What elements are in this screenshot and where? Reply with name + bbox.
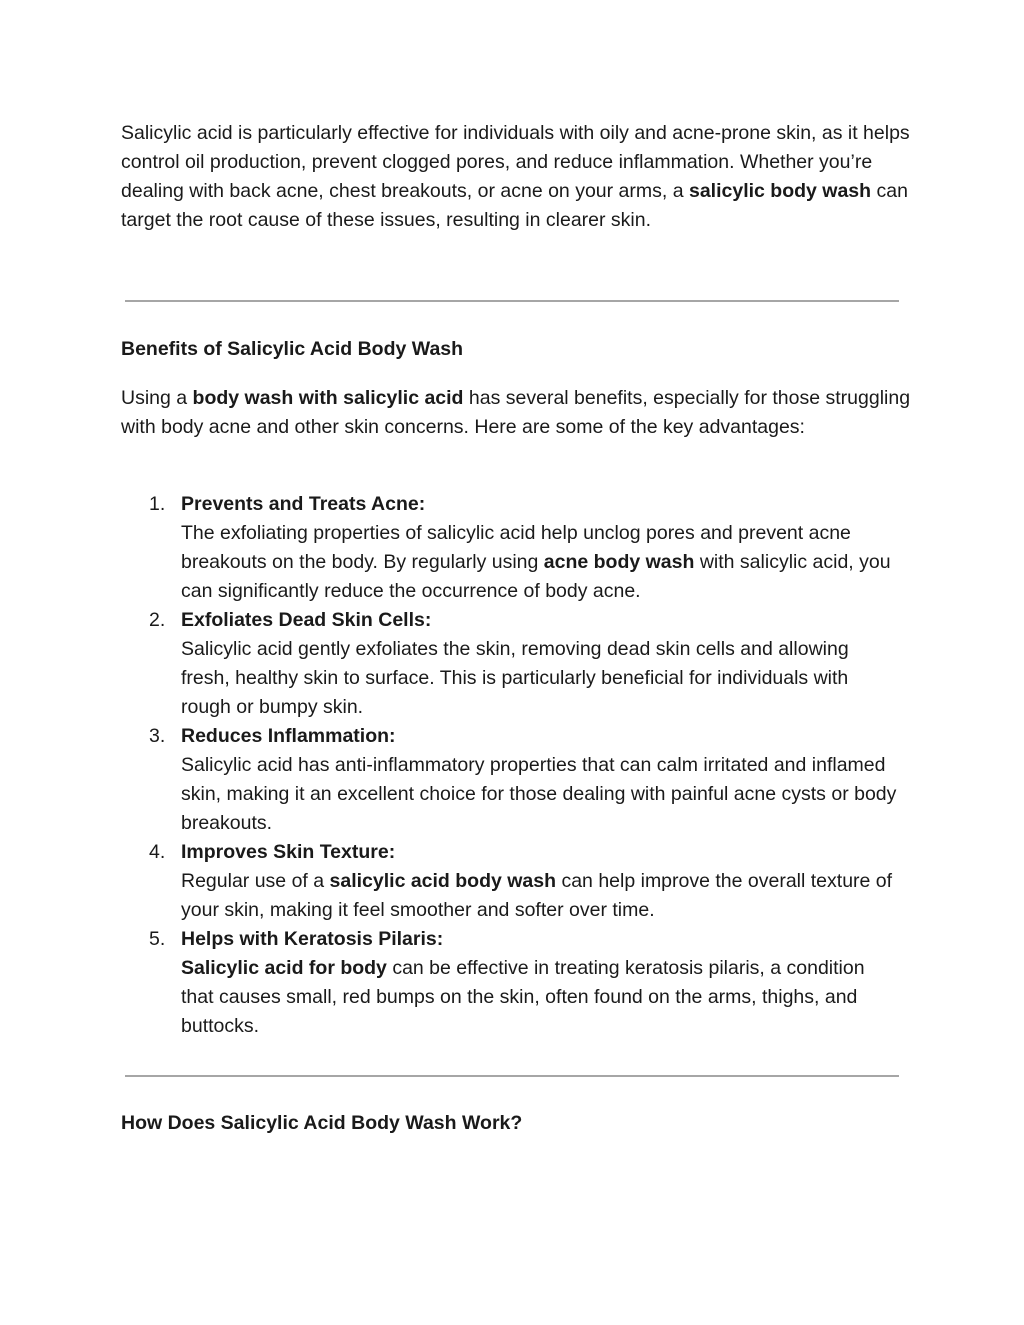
list-item: [121, 838, 911, 925]
benefits-list: [121, 490, 911, 1041]
list-item-body: Salicylic acid has anti-inflammatory properties that can calm irritated and inflamed skin, making it an excellent choice for those dealing with painful acne cysts or body breakouts.: [181, 754, 897, 834]
body-text: Regular use of a: [181, 870, 330, 892]
list-number: 5.: [149, 928, 166, 950]
list-number: 1.: [149, 493, 166, 515]
body-bold-keyword: acne body wash: [543, 551, 695, 573]
intro-text-2: can target the root cause of these issues, resulting in clearer skin.: [121, 180, 908, 231]
body-text: can help improve the overall texture of your skin, making it feel smoother and softer over time.: [181, 870, 893, 921]
list-item-title: Prevents and Treats Acne:: [181, 493, 426, 515]
list-item-body: Salicylic acid gently exfoliates the skin, removing dead skin cells and allowing fresh, healthy skin to surface. This is particularly beneficial for individuals with rough or bumpy skin.: [181, 638, 849, 718]
list-item-title: Improves Skin Texture:: [181, 841, 396, 863]
list-item-body: [181, 867, 901, 925]
list-item: [121, 722, 911, 838]
lead-bold-keyword: body wash with salicylic acid: [192, 387, 464, 409]
horizontal-divider: [125, 300, 899, 302]
horizontal-divider: [125, 1075, 899, 1077]
list-number: 2.: [149, 609, 166, 631]
lead-text-1: Using a: [121, 387, 193, 409]
intro-text-1: Salicylic acid is particularly effective for individuals with oily and acne-prone skin, as it helps control oil production, prevent clogged pores, and reduce inflammation. Whether you’re dealing with back acne, chest breakouts, or acne on your arms, a: [121, 122, 910, 202]
list-item: [121, 606, 911, 722]
list-item-title: Exfoliates Dead Skin Cells:: [181, 609, 432, 631]
intro-bold-keyword: salicylic body wash: [688, 180, 872, 202]
list-item-body: [181, 954, 901, 1041]
list-number: 4.: [149, 841, 166, 863]
list-item: [121, 925, 911, 1041]
body-bold-keyword: salicylic acid body wash: [329, 870, 557, 892]
list-number: 3.: [149, 725, 166, 747]
list-item-title: Helps with Keratosis Pilaris:: [181, 928, 444, 950]
list-item-title: Reduces Inflammation:: [181, 725, 396, 747]
section-heading-how-it-works: How Does Salicylic Acid Body Wash Work?: [121, 1112, 523, 1134]
body-bold-keyword: Salicylic acid for body: [181, 957, 387, 979]
benefits-lead-paragraph: [121, 384, 911, 442]
list-item-body: [181, 519, 901, 606]
lead-text-2: has several benefits, especially for those struggling with body acne and other skin concerns. Here are some of the key advantages:: [121, 387, 911, 438]
list-item: [121, 490, 911, 606]
body-text: The exfoliating properties of salicylic acid help unclog pores and prevent acne breakouts on the body. By regularly using: [181, 522, 851, 573]
section-heading-benefits: Benefits of Salicylic Acid Body Wash: [121, 338, 464, 360]
intro-paragraph: [121, 119, 911, 235]
body-text: with salicylic acid, you can significantly reduce the occurrence of body acne.: [181, 551, 891, 602]
body-text: can be effective in treating keratosis pilaris, a condition that causes small, red bumps on the skin, often found on the arms, thighs, and buttocks.: [181, 957, 865, 1037]
